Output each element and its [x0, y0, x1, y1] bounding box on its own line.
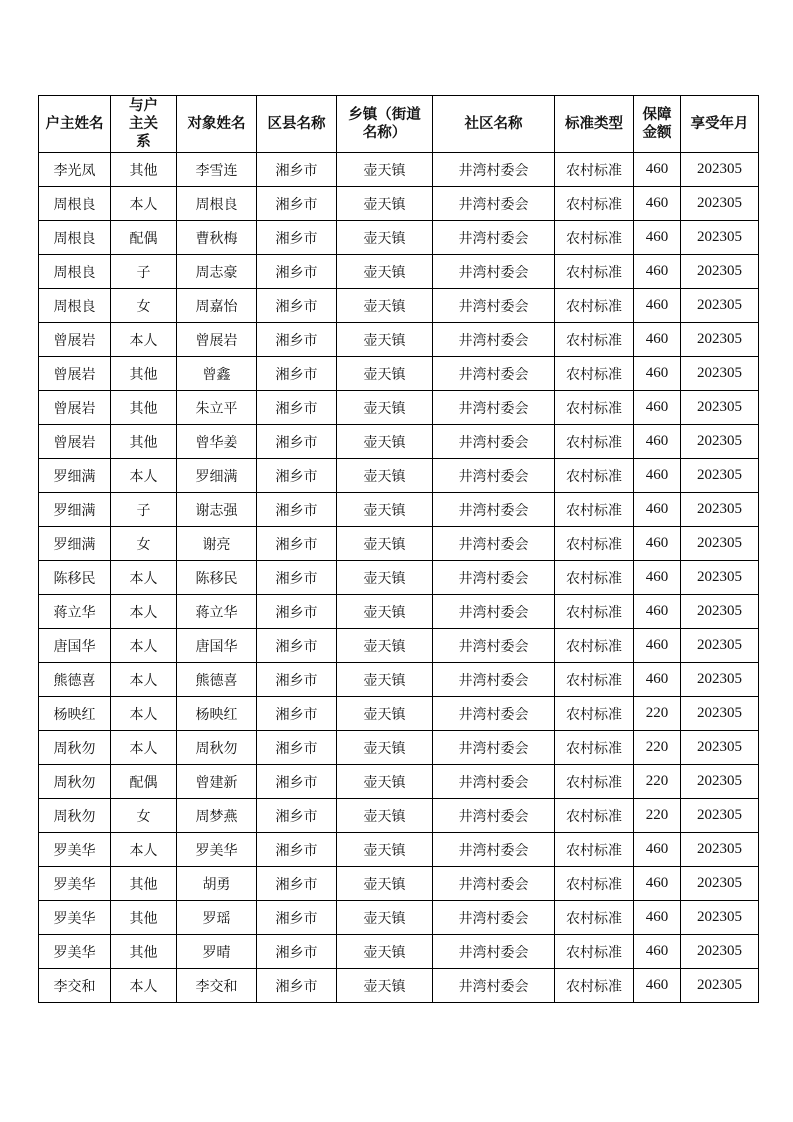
- county-cell: 湘乡市: [257, 493, 337, 527]
- town-cell: 壶天镇: [337, 969, 433, 1003]
- town-cell: 壶天镇: [337, 561, 433, 595]
- person-cell: 周志豪: [177, 255, 257, 289]
- relation-cell: 本人: [111, 187, 177, 221]
- amount-cell: 460: [634, 289, 681, 323]
- person-cell: 谢亮: [177, 527, 257, 561]
- community-cell: 井湾村委会: [433, 697, 555, 731]
- month-cell: 202305: [681, 731, 759, 765]
- month-cell: 202305: [681, 935, 759, 969]
- county-cell: 湘乡市: [257, 629, 337, 663]
- month-cell: 202305: [681, 493, 759, 527]
- standard-cell: 农村标准: [555, 187, 634, 221]
- community-cell: 井湾村委会: [433, 459, 555, 493]
- table-row: [39, 731, 759, 765]
- amount-cell: 460: [634, 935, 681, 969]
- person-cell: 唐国华: [177, 629, 257, 663]
- householder-cell: 曾展岩: [39, 425, 111, 459]
- community-cell: 井湾村委会: [433, 799, 555, 833]
- amount-cell: 460: [634, 425, 681, 459]
- community-cell: 井湾村委会: [433, 901, 555, 935]
- town-cell: 壶天镇: [337, 221, 433, 255]
- householder-cell: 罗美华: [39, 833, 111, 867]
- amount-cell: 220: [634, 799, 681, 833]
- table-row: [39, 323, 759, 357]
- month-cell: 202305: [681, 289, 759, 323]
- table-row: [39, 153, 759, 187]
- community-cell: 井湾村委会: [433, 595, 555, 629]
- month-cell: 202305: [681, 561, 759, 595]
- table-row: [39, 799, 759, 833]
- amount-cell: 460: [634, 357, 681, 391]
- county-cell: 湘乡市: [257, 323, 337, 357]
- standard-cell: 农村标准: [555, 221, 634, 255]
- community-cell: 井湾村委会: [433, 663, 555, 697]
- community-cell: 井湾村委会: [433, 221, 555, 255]
- county-cell: 湘乡市: [257, 391, 337, 425]
- table-row: [39, 833, 759, 867]
- relation-cell: 女: [111, 289, 177, 323]
- standard-cell: 农村标准: [555, 731, 634, 765]
- month-cell: 202305: [681, 901, 759, 935]
- table-row: [39, 969, 759, 1003]
- person-cell: 周秋勿: [177, 731, 257, 765]
- county-cell: 湘乡市: [257, 187, 337, 221]
- month-cell: 202305: [681, 799, 759, 833]
- householder-cell: 熊德喜: [39, 663, 111, 697]
- person-cell: 胡勇: [177, 867, 257, 901]
- month-cell: 202305: [681, 595, 759, 629]
- amount-cell: 460: [634, 595, 681, 629]
- person-cell: 罗美华: [177, 833, 257, 867]
- relation-cell: 本人: [111, 323, 177, 357]
- community-cell: 井湾村委会: [433, 629, 555, 663]
- county-cell: 湘乡市: [257, 289, 337, 323]
- person-cell: 熊德喜: [177, 663, 257, 697]
- town-cell: 壶天镇: [337, 935, 433, 969]
- month-cell: 202305: [681, 969, 759, 1003]
- standard-cell: 农村标准: [555, 697, 634, 731]
- standard-cell: 农村标准: [555, 799, 634, 833]
- county-cell: 湘乡市: [257, 527, 337, 561]
- month-cell: 202305: [681, 255, 759, 289]
- standard-cell: 农村标准: [555, 765, 634, 799]
- col-header-amount: 保障金额: [634, 96, 681, 153]
- relation-cell: 其他: [111, 901, 177, 935]
- county-cell: 湘乡市: [257, 663, 337, 697]
- relation-cell: 本人: [111, 595, 177, 629]
- table-row: [39, 663, 759, 697]
- person-cell: 李交和: [177, 969, 257, 1003]
- community-cell: 井湾村委会: [433, 289, 555, 323]
- relation-cell: 本人: [111, 969, 177, 1003]
- county-cell: 湘乡市: [257, 425, 337, 459]
- standard-cell: 农村标准: [555, 969, 634, 1003]
- col-header-town: 乡镇（街道名称）: [337, 96, 433, 153]
- standard-cell: 农村标准: [555, 459, 634, 493]
- householder-cell: 曾展岩: [39, 391, 111, 425]
- month-cell: 202305: [681, 153, 759, 187]
- town-cell: 壶天镇: [337, 323, 433, 357]
- county-cell: 湘乡市: [257, 901, 337, 935]
- table-row: [39, 867, 759, 901]
- county-cell: 湘乡市: [257, 221, 337, 255]
- amount-cell: 460: [634, 527, 681, 561]
- community-cell: 井湾村委会: [433, 969, 555, 1003]
- month-cell: 202305: [681, 697, 759, 731]
- householder-cell: 唐国华: [39, 629, 111, 663]
- relation-cell: 本人: [111, 731, 177, 765]
- householder-cell: 李光凤: [39, 153, 111, 187]
- amount-cell: 460: [634, 969, 681, 1003]
- person-cell: 周嘉怡: [177, 289, 257, 323]
- community-cell: 井湾村委会: [433, 935, 555, 969]
- householder-cell: 罗美华: [39, 901, 111, 935]
- amount-cell: 460: [634, 255, 681, 289]
- householder-cell: 蒋立华: [39, 595, 111, 629]
- town-cell: 壶天镇: [337, 527, 433, 561]
- person-cell: 罗瑶: [177, 901, 257, 935]
- householder-cell: 曾展岩: [39, 323, 111, 357]
- community-cell: 井湾村委会: [433, 731, 555, 765]
- county-cell: 湘乡市: [257, 561, 337, 595]
- householder-cell: 罗美华: [39, 867, 111, 901]
- amount-cell: 460: [634, 493, 681, 527]
- town-cell: 壶天镇: [337, 153, 433, 187]
- standard-cell: 农村标准: [555, 629, 634, 663]
- roster-document: [38, 95, 758, 1003]
- amount-cell: 460: [634, 391, 681, 425]
- standard-cell: 农村标准: [555, 663, 634, 697]
- table-row: [39, 255, 759, 289]
- county-cell: 湘乡市: [257, 697, 337, 731]
- col-header-relation: 与户主关系: [111, 96, 177, 153]
- amount-cell: 460: [634, 459, 681, 493]
- community-cell: 井湾村委会: [433, 527, 555, 561]
- householder-cell: 周根良: [39, 221, 111, 255]
- town-cell: 壶天镇: [337, 595, 433, 629]
- table-row: [39, 187, 759, 221]
- person-cell: 陈移民: [177, 561, 257, 595]
- amount-cell: 460: [634, 187, 681, 221]
- amount-cell: 460: [634, 629, 681, 663]
- community-cell: 井湾村委会: [433, 255, 555, 289]
- person-cell: 曾建新: [177, 765, 257, 799]
- community-cell: 井湾村委会: [433, 357, 555, 391]
- amount-cell: 460: [634, 833, 681, 867]
- relation-cell: 其他: [111, 391, 177, 425]
- relation-cell: 其他: [111, 935, 177, 969]
- month-cell: 202305: [681, 391, 759, 425]
- person-cell: 周梦燕: [177, 799, 257, 833]
- county-cell: 湘乡市: [257, 459, 337, 493]
- amount-cell: 220: [634, 731, 681, 765]
- month-cell: 202305: [681, 833, 759, 867]
- table-row: [39, 595, 759, 629]
- relation-cell: 其他: [111, 867, 177, 901]
- town-cell: 壶天镇: [337, 731, 433, 765]
- community-cell: 井湾村委会: [433, 493, 555, 527]
- person-cell: 罗晴: [177, 935, 257, 969]
- town-cell: 壶天镇: [337, 833, 433, 867]
- roster-table: [38, 95, 759, 1003]
- person-cell: 罗细满: [177, 459, 257, 493]
- month-cell: 202305: [681, 663, 759, 697]
- relation-cell: 本人: [111, 561, 177, 595]
- month-cell: 202305: [681, 867, 759, 901]
- relation-cell: 子: [111, 255, 177, 289]
- amount-cell: 460: [634, 153, 681, 187]
- table-row: [39, 901, 759, 935]
- county-cell: 湘乡市: [257, 867, 337, 901]
- householder-cell: 周秋勿: [39, 731, 111, 765]
- relation-cell: 配偶: [111, 765, 177, 799]
- table-row: [39, 561, 759, 595]
- householder-cell: 周根良: [39, 289, 111, 323]
- col-header-standard: 标准类型: [555, 96, 634, 153]
- person-cell: 谢志强: [177, 493, 257, 527]
- householder-cell: 罗美华: [39, 935, 111, 969]
- standard-cell: 农村标准: [555, 255, 634, 289]
- month-cell: 202305: [681, 629, 759, 663]
- table-row: [39, 765, 759, 799]
- month-cell: 202305: [681, 357, 759, 391]
- standard-cell: 农村标准: [555, 595, 634, 629]
- town-cell: 壶天镇: [337, 459, 433, 493]
- community-cell: 井湾村委会: [433, 187, 555, 221]
- standard-cell: 农村标准: [555, 425, 634, 459]
- amount-cell: 460: [634, 561, 681, 595]
- householder-cell: 罗细满: [39, 459, 111, 493]
- table-row: [39, 425, 759, 459]
- relation-cell: 女: [111, 799, 177, 833]
- col-header-community: 社区名称: [433, 96, 555, 153]
- relation-cell: 本人: [111, 697, 177, 731]
- standard-cell: 农村标准: [555, 391, 634, 425]
- householder-cell: 罗细满: [39, 527, 111, 561]
- person-cell: 曾华姜: [177, 425, 257, 459]
- amount-cell: 460: [634, 867, 681, 901]
- householder-cell: 周秋勿: [39, 765, 111, 799]
- community-cell: 井湾村委会: [433, 153, 555, 187]
- relation-cell: 女: [111, 527, 177, 561]
- county-cell: 湘乡市: [257, 969, 337, 1003]
- standard-cell: 农村标准: [555, 561, 634, 595]
- town-cell: 壶天镇: [337, 425, 433, 459]
- county-cell: 湘乡市: [257, 799, 337, 833]
- amount-cell: 460: [634, 323, 681, 357]
- householder-cell: 罗细满: [39, 493, 111, 527]
- person-cell: 曾展岩: [177, 323, 257, 357]
- county-cell: 湘乡市: [257, 765, 337, 799]
- standard-cell: 农村标准: [555, 289, 634, 323]
- town-cell: 壶天镇: [337, 255, 433, 289]
- table-row: [39, 629, 759, 663]
- amount-cell: 460: [634, 221, 681, 255]
- person-cell: 周根良: [177, 187, 257, 221]
- table-row: [39, 493, 759, 527]
- county-cell: 湘乡市: [257, 731, 337, 765]
- standard-cell: 农村标准: [555, 935, 634, 969]
- town-cell: 壶天镇: [337, 663, 433, 697]
- town-cell: 壶天镇: [337, 289, 433, 323]
- relation-cell: 子: [111, 493, 177, 527]
- standard-cell: 农村标准: [555, 323, 634, 357]
- householder-cell: 李交和: [39, 969, 111, 1003]
- standard-cell: 农村标准: [555, 153, 634, 187]
- relation-cell: 本人: [111, 833, 177, 867]
- table-row: [39, 697, 759, 731]
- relation-cell: 其他: [111, 425, 177, 459]
- standard-cell: 农村标准: [555, 493, 634, 527]
- table-row: [39, 391, 759, 425]
- table-row: [39, 357, 759, 391]
- town-cell: 壶天镇: [337, 765, 433, 799]
- month-cell: 202305: [681, 425, 759, 459]
- amount-cell: 460: [634, 663, 681, 697]
- community-cell: 井湾村委会: [433, 833, 555, 867]
- town-cell: 壶天镇: [337, 901, 433, 935]
- householder-cell: 周根良: [39, 187, 111, 221]
- col-header-person: 对象姓名: [177, 96, 257, 153]
- table-row: [39, 459, 759, 493]
- householder-cell: 陈移民: [39, 561, 111, 595]
- standard-cell: 农村标准: [555, 901, 634, 935]
- amount-cell: 220: [634, 697, 681, 731]
- relation-cell: 本人: [111, 629, 177, 663]
- header-row: [39, 96, 759, 153]
- standard-cell: 农村标准: [555, 833, 634, 867]
- relation-cell: 其他: [111, 357, 177, 391]
- town-cell: 壶天镇: [337, 629, 433, 663]
- community-cell: 井湾村委会: [433, 765, 555, 799]
- col-header-householder: 户主姓名: [39, 96, 111, 153]
- community-cell: 井湾村委会: [433, 391, 555, 425]
- county-cell: 湘乡市: [257, 833, 337, 867]
- month-cell: 202305: [681, 765, 759, 799]
- standard-cell: 农村标准: [555, 357, 634, 391]
- town-cell: 壶天镇: [337, 867, 433, 901]
- householder-cell: 杨映红: [39, 697, 111, 731]
- relation-cell: 其他: [111, 153, 177, 187]
- month-cell: 202305: [681, 323, 759, 357]
- standard-cell: 农村标准: [555, 867, 634, 901]
- town-cell: 壶天镇: [337, 357, 433, 391]
- county-cell: 湘乡市: [257, 357, 337, 391]
- person-cell: 杨映红: [177, 697, 257, 731]
- person-cell: 曾鑫: [177, 357, 257, 391]
- householder-cell: 周根良: [39, 255, 111, 289]
- month-cell: 202305: [681, 527, 759, 561]
- county-cell: 湘乡市: [257, 153, 337, 187]
- person-cell: 曹秋梅: [177, 221, 257, 255]
- town-cell: 壶天镇: [337, 493, 433, 527]
- county-cell: 湘乡市: [257, 255, 337, 289]
- householder-cell: 曾展岩: [39, 357, 111, 391]
- relation-cell: 本人: [111, 663, 177, 697]
- county-cell: 湘乡市: [257, 595, 337, 629]
- county-cell: 湘乡市: [257, 935, 337, 969]
- amount-cell: 460: [634, 901, 681, 935]
- col-header-month: 享受年月: [681, 96, 759, 153]
- person-cell: 李雪连: [177, 153, 257, 187]
- table-row: [39, 289, 759, 323]
- community-cell: 井湾村委会: [433, 425, 555, 459]
- householder-cell: 周秋勿: [39, 799, 111, 833]
- relation-cell: 本人: [111, 459, 177, 493]
- amount-cell: 220: [634, 765, 681, 799]
- month-cell: 202305: [681, 459, 759, 493]
- town-cell: 壶天镇: [337, 391, 433, 425]
- town-cell: 壶天镇: [337, 697, 433, 731]
- table-body: [39, 153, 759, 1003]
- town-cell: 壶天镇: [337, 799, 433, 833]
- town-cell: 壶天镇: [337, 187, 433, 221]
- month-cell: 202305: [681, 187, 759, 221]
- table-row: [39, 527, 759, 561]
- month-cell: 202305: [681, 221, 759, 255]
- table-row: [39, 935, 759, 969]
- person-cell: 蒋立华: [177, 595, 257, 629]
- relation-cell: 配偶: [111, 221, 177, 255]
- community-cell: 井湾村委会: [433, 323, 555, 357]
- person-cell: 朱立平: [177, 391, 257, 425]
- community-cell: 井湾村委会: [433, 867, 555, 901]
- community-cell: 井湾村委会: [433, 561, 555, 595]
- table-row: [39, 221, 759, 255]
- col-header-county: 区县名称: [257, 96, 337, 153]
- standard-cell: 农村标准: [555, 527, 634, 561]
